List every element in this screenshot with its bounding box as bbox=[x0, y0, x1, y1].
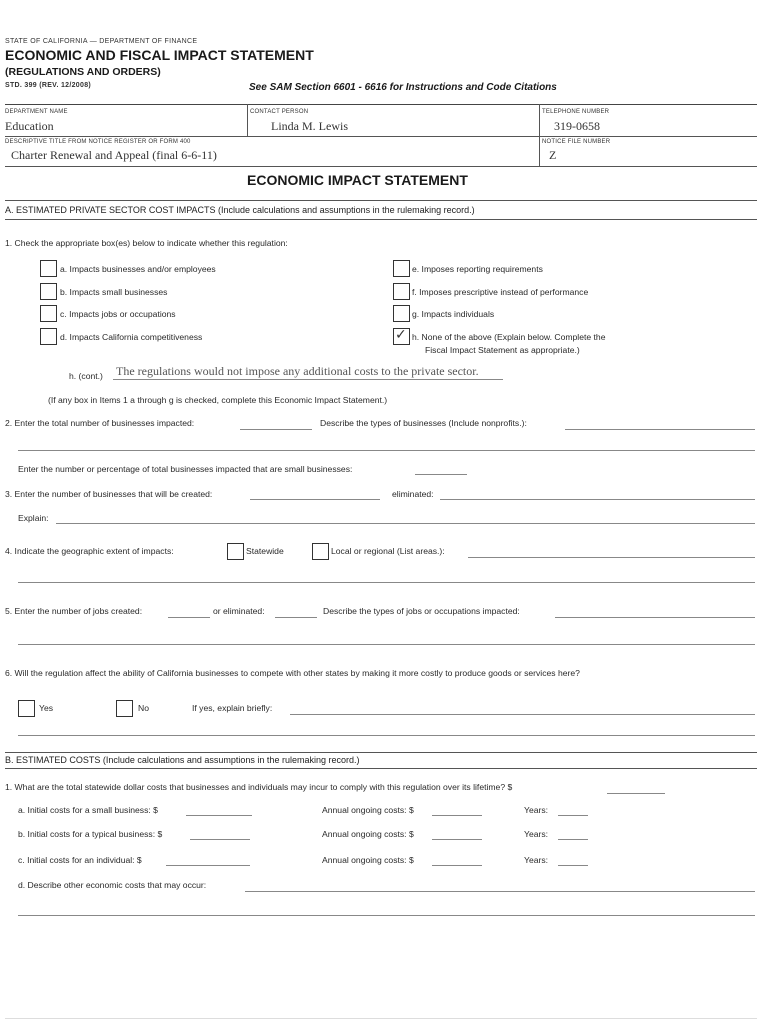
checkbox-b[interactable] bbox=[40, 283, 57, 300]
b-a-ongoing: Annual ongoing costs: $ bbox=[322, 805, 414, 815]
sam-note: See SAM Section 6601 - 6616 for Instructions and Code Citations bbox=[249, 82, 557, 93]
q2-small: Enter the number or percentage of total businesses impacted that are small businesses: bbox=[18, 464, 353, 474]
b-q1-text: 1. What are the total statewide dollar costs that businesses and individuals may incur to comply with this regulation over its lifetime? $ bbox=[5, 782, 513, 792]
h-cont-label: h. (cont.) bbox=[69, 371, 103, 381]
q5-describe: Describe the types of jobs or occupations impacted: bbox=[323, 606, 520, 616]
b-b-label: b. Initial costs for a typical business: $ bbox=[18, 829, 163, 839]
checkbox-f[interactable] bbox=[393, 283, 410, 300]
eis-heading: ECONOMIC IMPACT STATEMENT bbox=[247, 172, 468, 188]
agency-line: STATE OF CALIFORNIA — DEPARTMENT OF FINANCE bbox=[5, 38, 198, 45]
form-subtitle: (REGULATIONS AND ORDERS) bbox=[5, 66, 161, 78]
b-c-label: c. Initial costs for an individual: $ bbox=[18, 855, 142, 865]
q1-text: 1. Check the appropriate box(es) below to indicate whether this regulation: bbox=[5, 238, 288, 248]
no-label: No bbox=[138, 703, 149, 713]
option-c: c. Impacts jobs or occupations bbox=[60, 309, 176, 319]
b-b-ongoing: Annual ongoing costs: $ bbox=[322, 829, 414, 839]
checkbox-yes[interactable] bbox=[18, 700, 35, 717]
option-h-cont: Fiscal Impact Statement as appropriate.) bbox=[425, 345, 580, 355]
b-a-label: a. Initial costs for a small business: $ bbox=[18, 805, 158, 815]
b-b-years: Years: bbox=[524, 829, 549, 839]
phone-label: TELEPHONE NUMBER bbox=[542, 109, 610, 115]
option-a: a. Impacts businesses and/or employees bbox=[60, 264, 216, 274]
checkbox-g[interactable] bbox=[393, 305, 410, 322]
q2-text: 2. Enter the total number of businesses impacted: bbox=[5, 418, 195, 428]
q3-eliminated: eliminated: bbox=[392, 489, 434, 499]
phone-value[interactable]: 319-0658 bbox=[554, 119, 600, 133]
contact-value[interactable]: Linda M. Lewis bbox=[271, 119, 348, 133]
option-e: e. Imposes reporting requirements bbox=[412, 264, 543, 274]
department-label: DEPARTMENT NAME bbox=[5, 109, 68, 115]
statewide-label: Statewide bbox=[246, 546, 284, 556]
section-b-heading: B. ESTIMATED COSTS (Include calculations and assumptions in the rulemaking record.) bbox=[5, 755, 360, 765]
option-d: d. Impacts California competitiveness bbox=[60, 332, 203, 342]
h-cont-value[interactable]: The regulations would not impose any additional costs to the private sector. bbox=[116, 364, 479, 378]
if-any-note: (If any box in Items 1 a through g is checked, complete this Economic Impact Statement.) bbox=[48, 395, 388, 405]
yes-label: Yes bbox=[39, 703, 54, 713]
b-d-label: d. Describe other economic costs that may occur: bbox=[18, 880, 207, 890]
q3-text: 3. Enter the number of businesses that will be created: bbox=[5, 489, 213, 499]
option-g: g. Impacts individuals bbox=[412, 309, 495, 319]
q2-describe: Describe the types of businesses (Include nonprofits.): bbox=[320, 418, 527, 428]
b-c-years: Years: bbox=[524, 855, 549, 865]
q3-explain: Explain: bbox=[18, 513, 49, 523]
section-a-heading: A. ESTIMATED PRIVATE SECTOR COST IMPACTS (Include calculations and assumptions in the rulemaking record.) bbox=[5, 205, 475, 215]
option-b: b. Impacts small businesses bbox=[60, 287, 168, 297]
option-h: h. None of the above (Explain below. Complete the bbox=[412, 332, 606, 342]
check-mark-icon: ✓ bbox=[395, 327, 407, 343]
department-value[interactable]: Education bbox=[5, 119, 54, 133]
checkbox-statewide[interactable] bbox=[227, 543, 244, 560]
file-label: NOTICE FILE NUMBER bbox=[542, 139, 611, 145]
q5-text: 5. Enter the number of jobs created: bbox=[5, 606, 143, 616]
q6-text: 6. Will the regulation affect the ability of California businesses to compete with other states by making it more costly to produce goods or services here? bbox=[5, 668, 580, 678]
form-id: STD. 399 (REV. 12/2008) bbox=[5, 82, 92, 89]
checkbox-a[interactable] bbox=[40, 260, 57, 277]
checkbox-no[interactable] bbox=[116, 700, 133, 717]
file-value[interactable]: Z bbox=[549, 148, 557, 162]
q5-eliminated: or eliminated: bbox=[213, 606, 265, 616]
contact-label: CONTACT PERSON bbox=[250, 109, 309, 115]
title-label: DESCRIPTIVE TITLE FROM NOTICE REGISTER OR FORM 400 bbox=[5, 139, 191, 145]
option-f: f. Imposes prescriptive instead of performance bbox=[412, 287, 589, 297]
b-a-years: Years: bbox=[524, 805, 549, 815]
checkbox-local[interactable] bbox=[312, 543, 329, 560]
local-label: Local or regional (List areas.): bbox=[331, 546, 445, 556]
title-value[interactable]: Charter Renewal and Appeal (final 6-6-11) bbox=[11, 148, 217, 162]
checkbox-e[interactable] bbox=[393, 260, 410, 277]
q6-explain: If yes, explain briefly: bbox=[192, 703, 273, 713]
b-c-ongoing: Annual ongoing costs: $ bbox=[322, 855, 414, 865]
form-title: ECONOMIC AND FISCAL IMPACT STATEMENT bbox=[5, 47, 314, 63]
checkbox-d[interactable] bbox=[40, 328, 57, 345]
q4-text: 4. Indicate the geographic extent of impacts: bbox=[5, 546, 174, 556]
checkbox-c[interactable] bbox=[40, 305, 57, 322]
